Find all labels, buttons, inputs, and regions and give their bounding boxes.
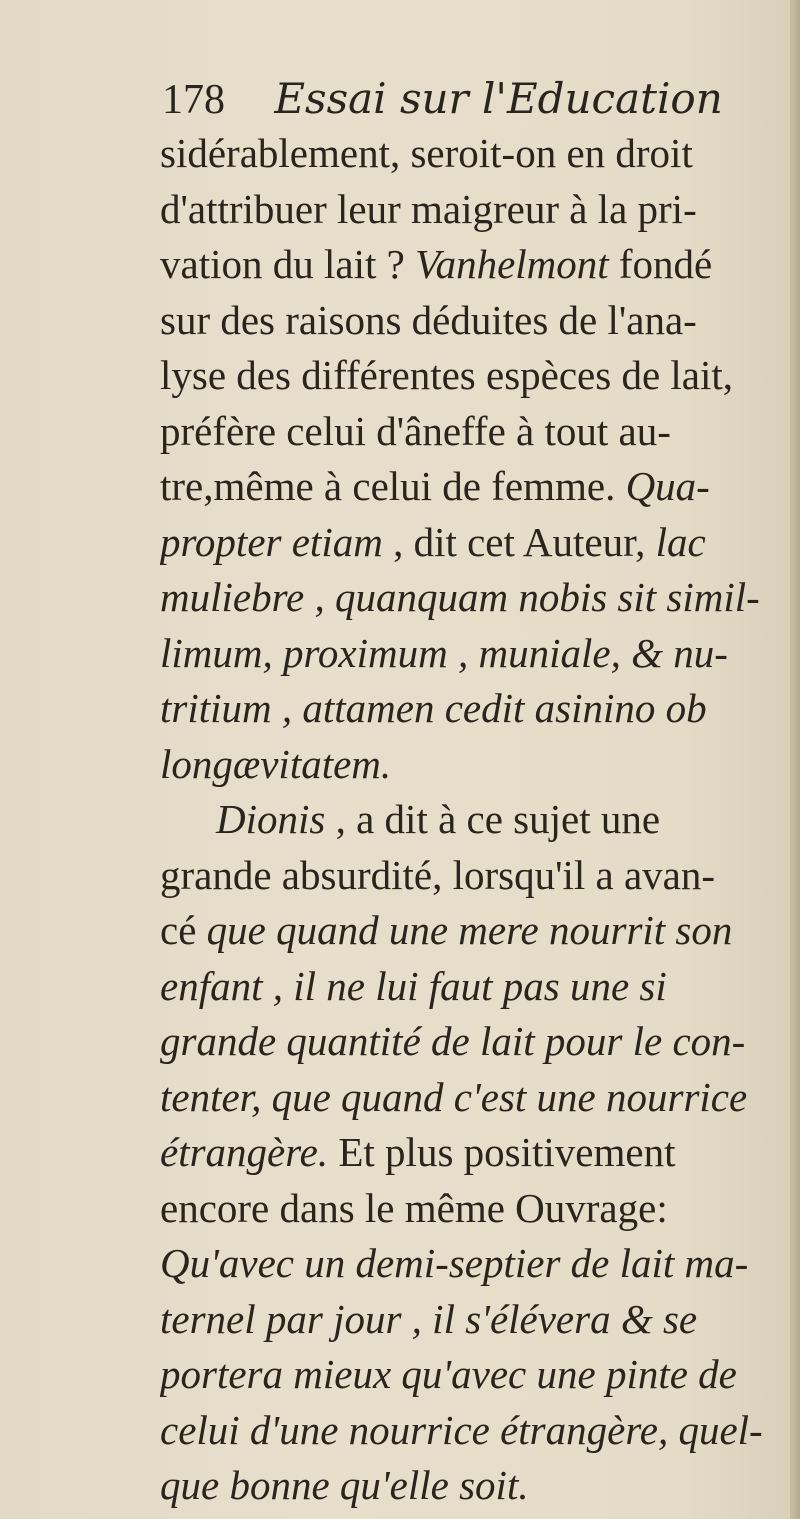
body-text (160, 126, 792, 1514)
italic-text: lac (655, 518, 706, 565)
roman-text: Et plus positivement (328, 1129, 676, 1175)
italic-text: propter etiam (160, 518, 383, 565)
roman-text: lyse des différentes espèces de lait, (160, 352, 734, 398)
roman-text: tre,même à celui de femme. (160, 463, 626, 509)
italic-text: Dionis (216, 796, 326, 842)
roman-text: préfère celui d'âneffe à tout au- (160, 407, 671, 454)
roman-text: d'attribuer leur maigreur à la pri- (160, 185, 697, 232)
text-line (160, 237, 792, 293)
italic-text: Vanhelmont (415, 241, 609, 287)
roman-text: sidérablement, seroit-on en droit (160, 130, 693, 176)
italic-text: tenter, que quand c'est une nourrice (160, 1073, 748, 1120)
italic-text: enfant , il ne lui faut pas une si (160, 962, 667, 1009)
italic-text: limum, proximum , muniale, & nu- (160, 629, 728, 676)
text-line (160, 459, 792, 515)
italic-text: celui d'une nourrice étrangère, quel- (160, 1406, 763, 1453)
text-line (160, 681, 792, 737)
text-line (160, 1347, 792, 1403)
roman-text: vation du lait ? (160, 241, 416, 287)
italic-text: tritium , attamen cedit asinino ob (160, 685, 707, 731)
roman-text: sur des raisons déduites de l'ana- (160, 296, 697, 343)
italic-text: étrangère. (160, 1129, 329, 1175)
text-line (160, 1014, 792, 1070)
text-line (160, 792, 792, 848)
italic-text: longævitatem. (160, 740, 392, 787)
text-line (160, 1181, 792, 1237)
text-line (160, 570, 792, 626)
text-line (160, 515, 792, 571)
italic-text: grande quantité de lait pour le con- (160, 1018, 746, 1064)
italic-text: Qua- (625, 463, 710, 509)
italic-text: portera mieux qu'avec une pinte de (160, 1351, 737, 1397)
roman-text: , dit cet Auteur, (382, 518, 656, 565)
italic-text: que bonne qu'elle soit. (160, 1462, 529, 1508)
roman-text: grande absurdité, lorsqu'il a avan- (160, 851, 716, 898)
text-line (160, 848, 792, 904)
text-line (160, 348, 792, 404)
text-line (160, 1125, 792, 1181)
roman-text: cé (160, 907, 207, 953)
roman-text: fondé (608, 241, 713, 287)
text-line (160, 903, 792, 959)
text-line (160, 293, 792, 349)
page-number: 178 (162, 77, 225, 123)
running-title: Essai sur l'Education (274, 74, 723, 123)
italic-text: Qu'avec un demi-septier de lait ma- (160, 1240, 749, 1286)
italic-text: muliebre , quanquam nobis sit simil- (160, 574, 760, 620)
text-line (160, 1403, 792, 1459)
italic-text: que quand une mere nourrit son (206, 907, 733, 953)
text-line (160, 959, 792, 1015)
text-line (160, 126, 792, 182)
text-line (160, 1070, 792, 1126)
text-line (160, 737, 792, 793)
text-line (160, 182, 792, 238)
text-line (160, 1292, 792, 1348)
text-line (160, 626, 792, 682)
italic-text: ternel par jour , il s'élévera & se (160, 1295, 698, 1342)
roman-text: , a dit à ce sujet une (325, 796, 661, 842)
text-line (160, 404, 792, 460)
text-line (160, 1236, 792, 1292)
text-line (160, 1458, 792, 1514)
roman-text: encore dans le même Ouvrage: (160, 1184, 668, 1231)
